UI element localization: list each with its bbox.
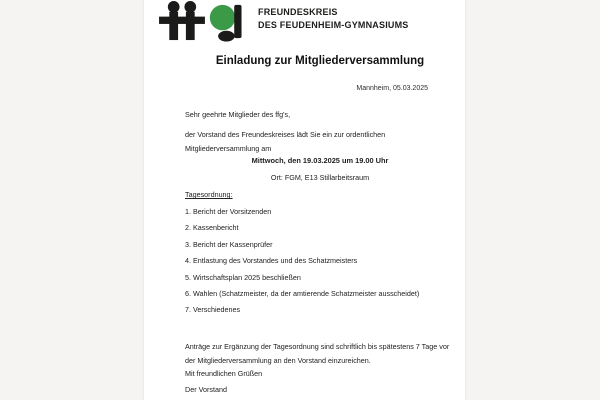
agenda-item: 1. Bericht der Vorsitzenden [185,207,272,216]
letter-title: Einladung zur Mitgliederversammlung [215,55,425,67]
note-line2: der Mitgliederversammlung an den Vorstand einzureichen. [185,356,371,366]
agenda-item: 4. Entlastung des Vorstandes und des Schatzmeisters [185,256,358,266]
note-line1: Anträge zur Ergänzung der Tagesordnung sind schriftlich bis spätestens 7 Tage vor [185,342,450,351]
meeting-location: Ort: FGM, E13 Stillarbeitsraum [270,173,370,182]
agenda-item: 5. Wirtschaftsplan 2025 beschließen [185,272,301,282]
place-and-date: Mannheim, 05.03.2025 [356,85,428,92]
intro-paragraph [185,128,455,155]
salutation: Sehr geehrte Mitglieder des ffg's, [185,110,291,119]
signature: Der Vorstand [185,385,227,394]
agenda-item: 3. Bericht der Kassenprüfer [185,239,273,249]
ffg-logo-icon [158,1,246,42]
agenda-list [185,204,455,319]
agenda-heading: Tagesordnung: [185,190,233,199]
agenda-item: 7. Verschiedenes [185,305,241,315]
agenda-item: 6. Wahlen (Schatzmeister, da der amtierende Schatzmeister ausscheidet) [185,289,420,299]
organization-name-line1: FREUNDESKREIS [258,7,338,17]
document-page [144,0,465,400]
organization-name [258,6,409,32]
intro-line2: Mitgliederversammlung am [185,143,272,153]
agenda-item: 2. Kassenbericht [185,223,239,233]
organization-name-line2: DES FEUDENHEIM-GYMNASIUMS [258,20,409,30]
meeting-datetime: Mittwoch, den 19.03.2025 um 19.00 Uhr [251,156,389,165]
note-paragraph [185,340,455,369]
intro-line1: der Vorstand des Freundeskreises lädt Sie ein zur ordentlichen [185,130,386,139]
closing: Mit freundlichen Grüßen [185,369,263,378]
